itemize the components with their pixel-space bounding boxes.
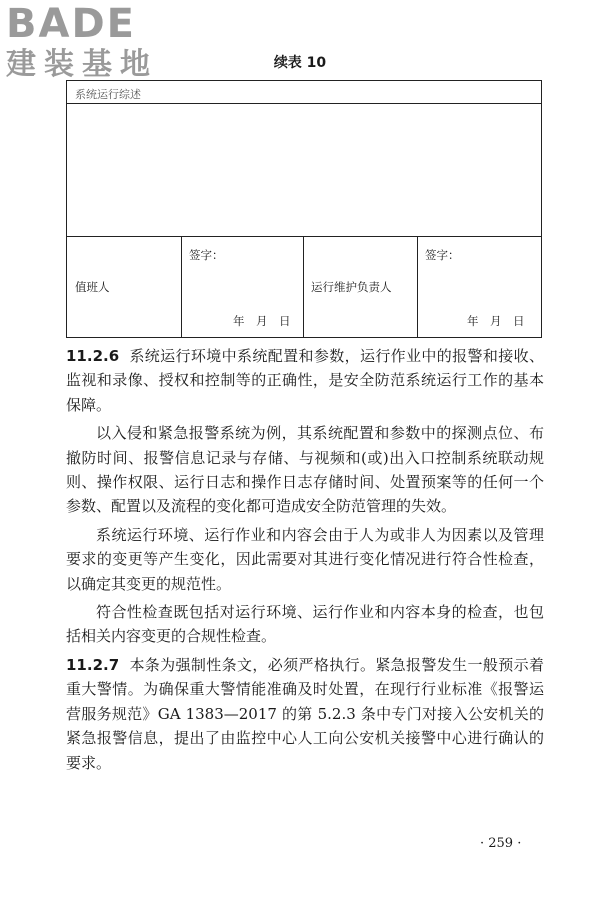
- page-number: · 259 ·: [480, 836, 522, 851]
- paragraph: 系统运行环境、运行作业和内容会由于人为或非人为因素以及管理要求的变更等产生变化，因此需要对其进行变化情况进行符合性检查，以确定其变更的规范性。: [66, 525, 544, 593]
- logo-subtitle: 建装基地: [6, 47, 158, 82]
- summary-label: 系统运行综述: [75, 88, 141, 101]
- paragraph-text: 本条为强制性条文，必须严格执行。紧急报警发生一般预示着重大警情。为确保重大警情能准确及时处置，在现行行业标准《报警运营服务规范》GA 1383—2017 的第 5.2.3 条中专门对接入公安机关的紧急报警信息，提出了由监控中心人工向公安机关接警中心进行确认的要求。: [66, 655, 544, 772]
- signature-label: 签字：: [189, 248, 224, 262]
- paragraph: 符合性检查既包括对运行环境、运行作业和内容本身的检查，也包括相关内容变更的合规性检查。: [66, 603, 544, 646]
- column-divider: [181, 237, 182, 337]
- table-caption: 续表 10: [273, 55, 327, 71]
- duty-officer-label: 值班人: [75, 280, 110, 294]
- paragraph-text: 系统运行环境中系统配置和参数，运行作业中的报警和接收、监视和录像、授权和控制等的正确性，是安全防范系统运行工作的基本保障。: [66, 347, 544, 414]
- clause-number: 11.2.6: [66, 347, 120, 365]
- logo-text: BADE: [6, 1, 136, 47]
- maintenance-lead-label: 运行维护负责人: [311, 280, 392, 294]
- summary-divider: [67, 103, 541, 104]
- document-body: [66, 344, 544, 779]
- date-label: 年 月 日: [467, 314, 525, 328]
- paragraph: [66, 653, 544, 775]
- summary-cell: [67, 81, 541, 237]
- column-divider: [417, 237, 418, 337]
- paragraph: 以入侵和紧急报警系统为例，其系统配置和参数中的探测点位、布撤防时间、报警信息记录与存储、与视频和(或)出入口控制系统联动规则、操作权限、运行日志和操作日志存储时间、处置预案等的任何一个参数、配置以及流程的变化都可造成安全防范管理的失效。: [66, 424, 544, 516]
- operation-record-table: [66, 80, 542, 338]
- paragraph: [66, 344, 544, 417]
- signature-label: 签字：: [425, 248, 460, 262]
- date-label: 年 月 日: [233, 314, 291, 328]
- column-divider: [303, 237, 304, 337]
- clause-number: 11.2.7: [66, 655, 120, 674]
